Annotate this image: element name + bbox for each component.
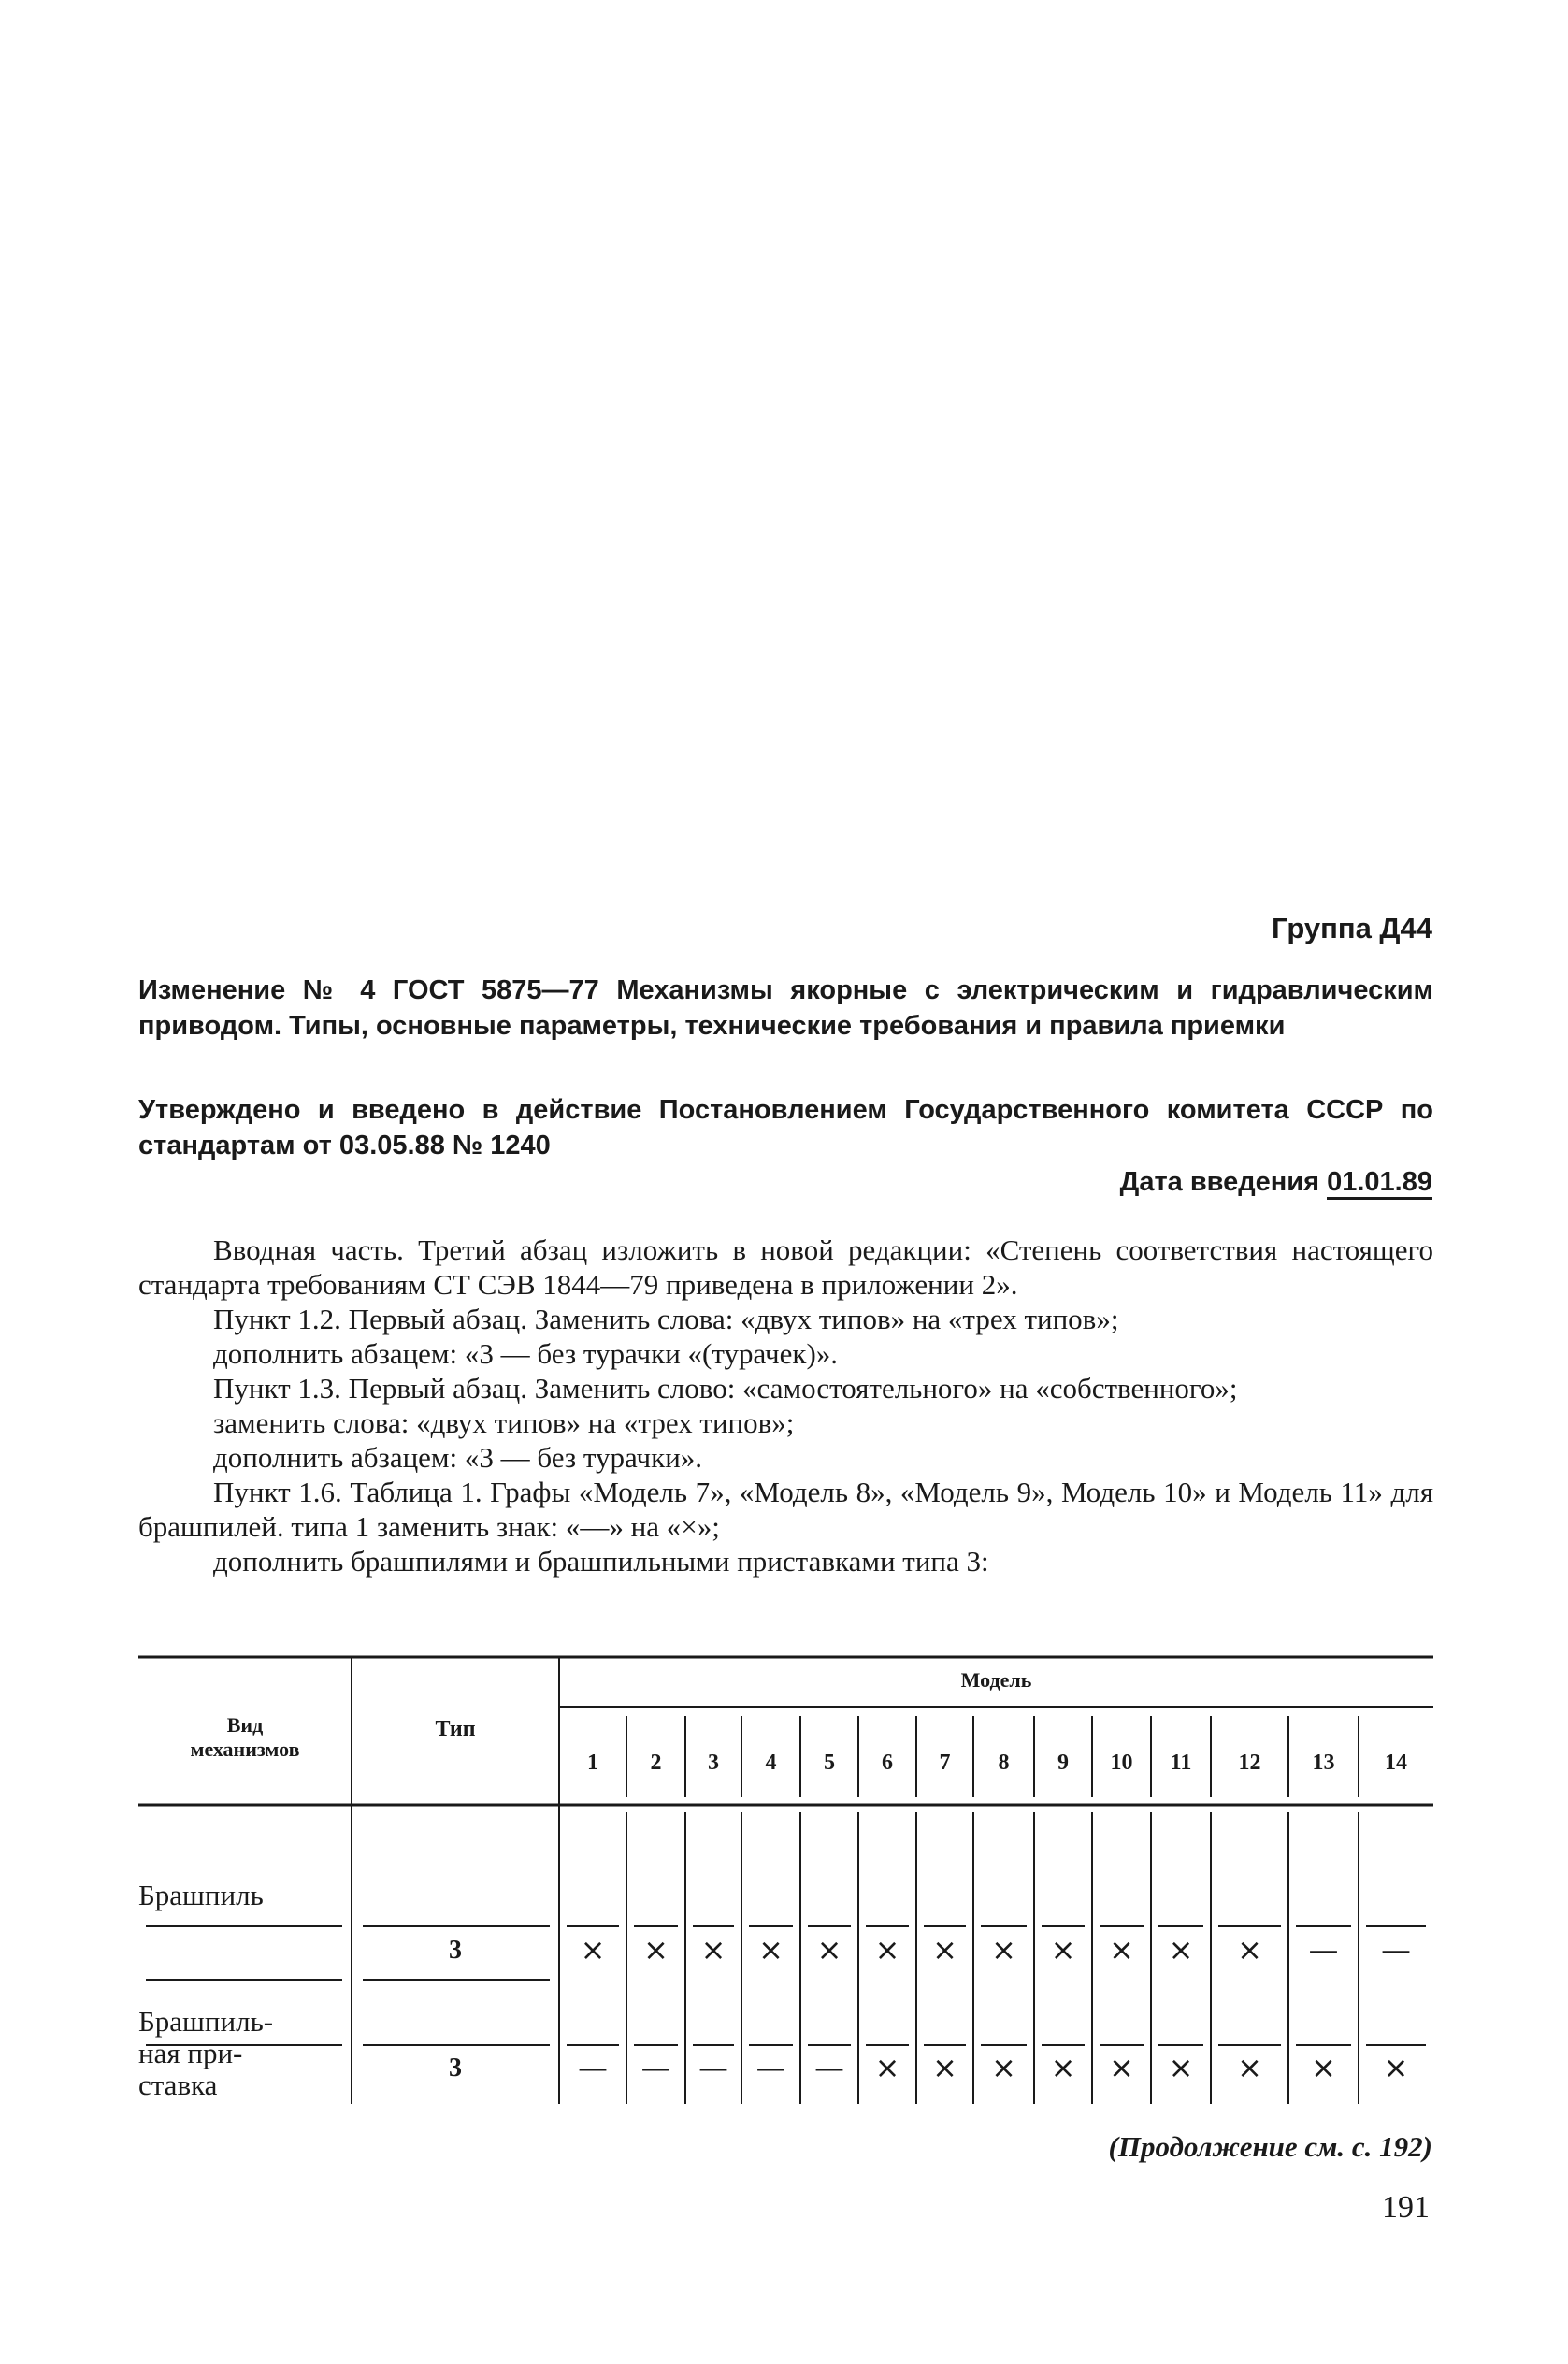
paragraph: Вводная часть. Третий абзац изложить в новой редакции: «Степень соответствия настоящего стандарта требованиям СТ СЭВ 1844—79 приведена в приложении 2».: [138, 1233, 1433, 1301]
table-cell-mark: ×: [1311, 2050, 1336, 2085]
header-model-number: 10: [1110, 1751, 1133, 1775]
paragraph: дополнить абзацем: «3 — без турачки «(турачек)».: [213, 1337, 839, 1370]
table-cell-mark: ×: [643, 1932, 669, 1968]
paragraph: Пункт 1.6. Таблица 1. Графы «Модель 7», «Модель 8», «Модель 9», Модель 10» и Модель 11» для брашпилей. типа 1 заменить знак: «—» на «×»;: [138, 1476, 1433, 1543]
table-cell-mark: ×: [874, 2050, 900, 2085]
paragraph: Пункт 1.2. Первый абзац. Заменить слова: «двух типов» на «трех типов»;: [213, 1303, 1119, 1335]
continued-note: (Продолжение см. с. 192): [1108, 2130, 1432, 2163]
table-cell-mark: ×: [700, 1932, 726, 1968]
header-model-number: 7: [939, 1751, 951, 1775]
table-cell-mark: —: [698, 2050, 728, 2085]
table-cell-mark: ×: [1109, 1932, 1134, 1968]
header-model-number: 8: [998, 1751, 1010, 1775]
row-type-value: 3: [449, 1936, 462, 1965]
introduction-date-label: Дата введения: [1119, 1167, 1320, 1197]
paragraph: дополнить абзацем: «3 — без турачки».: [213, 1441, 703, 1474]
table-cell-mark: ×: [758, 1932, 784, 1968]
page-number: 191: [1382, 2190, 1430, 2225]
header-model-number: 1: [587, 1751, 598, 1775]
table-cell-mark: ×: [1168, 2050, 1194, 2085]
header-kind: Вид: [226, 1713, 264, 1737]
header-model-number: 5: [824, 1751, 835, 1775]
paragraph: дополнить брашпилями и брашпильными приставками типа 3:: [213, 1545, 989, 1578]
table-cell-mark: ×: [1109, 2050, 1134, 2085]
table-cell-mark: ×: [580, 1932, 606, 1968]
amendment-heading: Изменение № 4 ГОСТ 5875—77 Механизмы якорные с электрическим и гидравлическим приводом. Типы, основные параметры, технические требования и правила приемки: [138, 975, 1433, 1041]
mechanisms-table: [138, 1655, 1433, 2123]
header-model-number: 11: [1170, 1751, 1192, 1775]
table-cell-mark: ×: [1237, 2050, 1262, 2085]
header-model-number: 13: [1312, 1751, 1335, 1775]
table-cell-mark: ×: [1168, 1932, 1194, 1968]
row-label-windlass-attachment: Брашпиль- ная при- ставка: [138, 2005, 274, 2101]
table-cell-mark: ×: [991, 2050, 1016, 2085]
header-kind: механизмов: [190, 1737, 300, 1761]
approval-statement: Утверждено и введено в действие Постановлением Государственного комитета СССР по стандартам от 03.05.88 № 1240: [138, 1095, 1433, 1160]
group-code: Группа Д44: [1271, 912, 1432, 944]
table-cell-mark: ×: [991, 1932, 1016, 1968]
table-cell-mark: —: [640, 2050, 671, 2085]
table-cell-mark: ×: [1383, 2050, 1409, 2085]
header-type: Тип: [435, 1717, 476, 1741]
table-cell-mark: —: [755, 2050, 786, 2085]
header-model-number: 6: [882, 1751, 893, 1775]
header-model-number: 2: [650, 1751, 662, 1775]
header-model-number: 4: [765, 1751, 777, 1775]
header-model: Модель: [960, 1668, 1032, 1692]
table-cell-mark: ×: [1237, 1932, 1262, 1968]
paragraph: заменить слова: «двух типов» на «трех типов»;: [213, 1406, 795, 1439]
row-type-value: 3: [449, 2054, 462, 2083]
paragraph: Пункт 1.3. Первый абзац. Заменить слово: «самостоятельного» на «собственного»;: [213, 1372, 1238, 1405]
table-cell-mark: —: [578, 2050, 608, 2085]
table-cell-mark: ×: [874, 1932, 900, 1968]
header-model-number: 12: [1238, 1751, 1261, 1775]
table-cell-mark: —: [1308, 1932, 1339, 1968]
table-cell-mark: ×: [1050, 1932, 1076, 1968]
table-cell-mark: —: [814, 2050, 844, 2085]
table-cell-mark: ×: [932, 2050, 957, 2085]
table-cell-mark: —: [1381, 1932, 1411, 1968]
table-cell-mark: ×: [816, 1932, 842, 1968]
table-cell-mark: ×: [1050, 2050, 1076, 2085]
amendment-body: [138, 1232, 1433, 1578]
introduction-date-value: 01.01.89: [1327, 1167, 1432, 1200]
header-model-number: 9: [1057, 1751, 1069, 1775]
row-label-windlass: Брашпиль: [138, 1879, 264, 1911]
header-model-number: 3: [708, 1751, 719, 1775]
header-model-number: 14: [1385, 1751, 1407, 1775]
table-cell-mark: ×: [932, 1932, 957, 1968]
introduction-date: [1120, 1167, 1432, 1198]
